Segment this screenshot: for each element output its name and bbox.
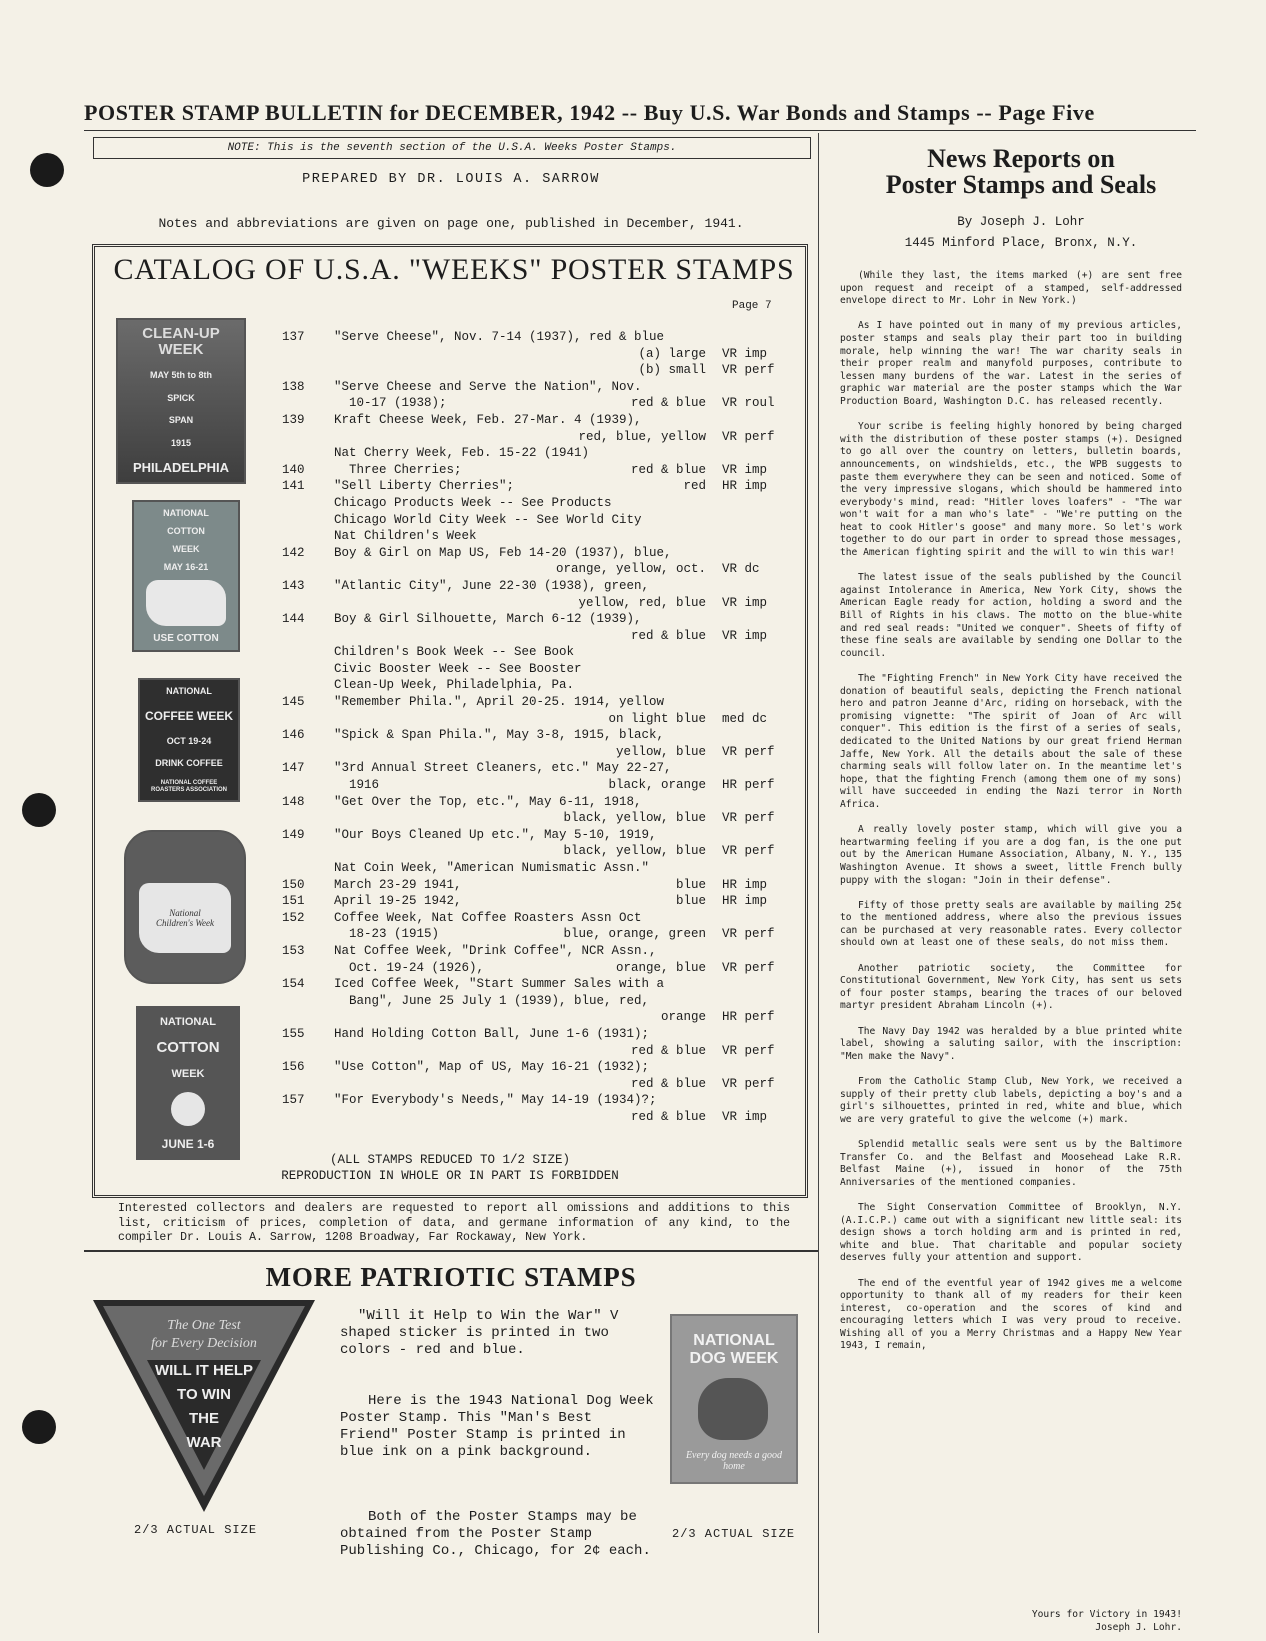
catalog-entry-row (262, 994, 782, 1011)
catalog-entry-row (262, 795, 782, 812)
entry-text: Hand Holding Cotton Ball, June 1-6 (1931); (334, 1026, 650, 1041)
cotton-week-stamp (132, 500, 240, 652)
entry-num: 145 (282, 695, 305, 710)
will-it-help-v-sticker (93, 1300, 315, 1512)
catalog-entry-row (262, 479, 782, 496)
entry-color: yellow, blue (615, 744, 706, 759)
catalog-entry-row (262, 878, 782, 895)
news-paragraph: From the Catholic Stamp Club, New York, we received a supply of their pretty club labels, depicting a boy's and a girl's silhouettes, printed in red, white and blue, which we are very grateful to give the welcome (+) mark. (840, 1076, 1182, 1125)
entry-color: red & blue (630, 1076, 706, 1091)
v-sticker-line-5: THE (189, 1410, 219, 1427)
catalog-entry-row (262, 1077, 782, 1094)
header-bulletin-title: POSTER STAMP BULLETIN for DECEMBER, 1942 -- (84, 100, 638, 125)
v-sticker-line-6: WAR (186, 1434, 222, 1451)
entry-text: "For Everybody's Needs," May 14-19 (1934)?; (334, 1093, 657, 1108)
entry-text: Three Cherries; (334, 462, 462, 477)
catalog-entry-row (262, 629, 782, 646)
entry-num: 154 (282, 977, 305, 992)
entry-text: "Remember Phila.", April 20-25. 1914, yellow (334, 695, 665, 710)
news-paragraph: As I have pointed out in many of my previous articles, poster stamps and seals play their part too in building morale, help winning the war! The war charity seals in their proper realm and manyfold purposes, contribute to lessen many burdens of the war. Latest in the series of graphic war material are the poster stamps which the War Production Board, Washington D.C. has released recently. (840, 320, 1182, 407)
catalog-entry-row (262, 778, 782, 795)
more-patriotic-title: MORE PATRIOTIC STAMPS (265, 1262, 637, 1292)
entry-color: red (683, 479, 706, 494)
catalog-entry-row (262, 363, 782, 380)
entry-code: HR imp (722, 894, 768, 909)
stamp-text: NATIONAL (163, 508, 209, 518)
catalog-entry-row (262, 396, 782, 413)
us-map-shape (139, 883, 231, 953)
entry-code: VR imp (722, 346, 768, 361)
entry-color: orange, blue (615, 960, 706, 975)
entry-color: orange, yellow, oct. (555, 562, 706, 577)
entry-code: VR imp (722, 595, 768, 610)
entry-text: Chicago Products Week -- See Products (334, 495, 612, 510)
entry-num: 143 (282, 578, 305, 593)
section-divider (84, 1250, 818, 1252)
entry-text: "Serve Cheese", Nov. 7-14 (1937), red & blue (334, 330, 665, 344)
stamp-text: PHILADELPHIA (132, 459, 230, 475)
news-title-line-2: Poster Stamps and Seals (885, 170, 1157, 199)
news-byline (826, 212, 1216, 254)
catalog-entry-row (262, 927, 782, 944)
news-reports-title (826, 146, 1216, 198)
childrens-week-stamp (124, 830, 246, 984)
entry-num: 142 (282, 545, 305, 560)
news-paragraph: A really lovely poster stamp, which will give you a heartwarming feeling if you are a dog fan, is the one put out by the American Humane Association, Albany, N. Y., 135 Washington Avenue. It shows a sweet, little French bully puppy with the slogan: "Join in their defense". (840, 824, 1182, 886)
catalog-page-label: Page 7 (732, 300, 772, 312)
entry-num: 138 (282, 379, 305, 394)
stamp-text: WEEK (172, 544, 200, 554)
stamp-text: NATIONAL (166, 686, 212, 696)
entry-num: 137 (282, 330, 305, 344)
catalog-entry-row (262, 1027, 782, 1044)
stamp-text: COFFEE WEEK (144, 709, 233, 723)
header-page-number: Page Five (998, 100, 1095, 125)
entry-code: HR perf (722, 778, 775, 793)
entry-text: Nat Cherry Week, Feb. 15-22 (1941) (334, 446, 590, 461)
stamp-text: National (169, 908, 201, 918)
entry-code: HR imp (722, 479, 768, 494)
entry-num: 144 (282, 612, 305, 627)
entry-code: HR perf (722, 1010, 775, 1025)
v-sticker-line-1: The One Test (167, 1318, 241, 1333)
stamp-text: JUNE 1-6 (161, 1137, 215, 1151)
entry-text: Chicago World City Week -- See World City (334, 512, 642, 527)
entry-text: Clean-Up Week, Philadelphia, Pa. (334, 678, 575, 693)
catalog-entry-row (262, 944, 782, 961)
catalog-entry-row (262, 579, 782, 596)
entry-text: "Get Over the Top, etc.", May 6-11, 1918, (334, 794, 642, 809)
news-paragraph: (While they last, the items marked (+) are sent free upon request and receipt of a stamped, self-addressed envelope direct to Mr. Lohr in New York.) (840, 270, 1182, 307)
entry-code: VR perf (722, 960, 775, 975)
entry-color: black, yellow, blue (563, 844, 706, 859)
entry-text: "Use Cotton", Map of US, May 16-21 (1932); (334, 1060, 650, 1075)
entry-code: VR perf (722, 927, 775, 942)
interested-collectors-note: Interested collectors and dealers are requested to report all omissions and additions to this list, criticism of prices, completion of data, and germane information of any kind, to the compiler Dr. Louis A. Sarrow, 1208 Broadway, Far Rockaway, New York. (118, 1202, 790, 1244)
news-paragraph: The end of the eventful year of 1942 gives me a welcome opportunity to thank all of my readers for their keen interest, co-operation and the scores of kind and encouraging letters which I was very proud to receive. Wishing all of you a Merry Christmas and a Happy New Year 1943, I remain, (840, 1277, 1182, 1352)
dog-stamp-line-1: NATIONAL (693, 1332, 775, 1349)
news-signoff (990, 1609, 1182, 1634)
signoff-line-1: Yours for Victory in 1943! (1031, 1609, 1182, 1620)
entry-text: Kraft Cheese Week, Feb. 27-Mar. 4 (1939), (334, 412, 642, 427)
entry-text: 18-23 (1915) (334, 927, 440, 942)
entry-text: "3rd Annual Street Cleaners, etc." May 22-27, (334, 761, 672, 776)
stamp-text: SPICK (167, 392, 195, 403)
stamp-text: MAY 16-21 (163, 562, 209, 572)
catalog-entry-row (262, 562, 782, 579)
entry-num: 140 (282, 462, 305, 477)
stamp-text: DRINK COFFEE (155, 758, 223, 768)
signoff-line-2: Joseph J. Lohr. (1095, 1621, 1182, 1633)
entry-num: 156 (282, 1060, 305, 1075)
entry-num: 148 (282, 794, 305, 809)
entry-code: VR imp (722, 462, 768, 477)
catalog-title: CATALOG OF U.S.A. "WEEKS" POSTER STAMPS (113, 253, 795, 286)
entry-num: 149 (282, 827, 305, 842)
entry-code: VR imp (722, 1109, 768, 1124)
v-sticker-description: "Will it Help to Win the War" V shaped sticker is printed in two colors - red and blue. (340, 1308, 619, 1358)
entry-code: VR perf (722, 429, 775, 444)
catalog-entry-row (262, 596, 782, 613)
catalog-entry-row (262, 811, 782, 828)
national-dog-week-stamp (670, 1314, 798, 1484)
stamp-text: COTTON (167, 526, 205, 536)
page-header (84, 100, 1196, 131)
entry-color: black, orange (608, 778, 706, 793)
entry-text: 1916 (334, 778, 380, 793)
stamp-text: 1915 (170, 437, 192, 448)
stamp-text: SPAN (168, 415, 194, 426)
catalog-entry-row (262, 330, 782, 347)
catalog-entry-row (262, 894, 782, 911)
entry-color: blue (675, 894, 706, 909)
news-paragraph: The "Fighting French" in New York City have received the donation of beautiful seals, depicting the French national hero and patron Jeanne d'Arc, riding on horseback, with the promising vignette: "The spirit of Joan of Arc will conquer". This edition is the first of a series of seals, dedicated to the United Nations by our great friend Herman Jaffe, New York. All the details about the sale of these charming seals will follow later on. In the meantime let's hope, that the fighting French (among them one of my sons) will have succeeded in ending the Nazi terror in North Africa. (840, 673, 1182, 810)
entry-code: VR imp (722, 628, 768, 643)
cotton-ball-shape (171, 1092, 205, 1126)
entry-text: "Atlantic City", June 22-30 (1938), green, (334, 578, 650, 593)
entry-color: black, yellow, blue (563, 811, 706, 826)
catalog-entry-row (262, 1093, 782, 1110)
caption-right: 2/3 ACTUAL SIZE (672, 1527, 796, 1541)
entry-num: 139 (282, 412, 305, 427)
entry-code: VR roul (722, 396, 775, 411)
catalog-entry-row (262, 977, 782, 994)
entry-code: VR dc (722, 562, 760, 577)
entry-num: 150 (282, 877, 305, 892)
entry-color: red & blue (630, 1109, 706, 1124)
stamp-text: CLEAN-UP WEEK (142, 325, 220, 358)
catalog-entry-row (262, 446, 782, 463)
entry-text: Boy & Girl on Map US, Feb 14-20 (1937), blue, (334, 545, 672, 560)
news-paragraph: The latest issue of the seals published by the Council against Intolerance in America, New York City, shows the American Eagle ready for action, holding a sword and the Bill of Rights in his claws. The motto on the blue-white and red seal reads: "United we conquer". Sheets of fifty of these fine seals are available by sending one Dollar to the council. (840, 572, 1182, 659)
entry-text: Iced Coffee Week, "Start Summer Sales with a (334, 977, 665, 992)
dog-week-description: Here is the 1943 National Dog Week Poster Stamp. This "Man's Best Friend" Poster Stamp is printed in blue ink on a pink background. (340, 1393, 654, 1460)
entry-code: med dc (722, 711, 768, 726)
news-body (840, 270, 1182, 1366)
catalog-entry-row (262, 844, 782, 861)
stamp-text: MAY 5th to 8th (149, 370, 212, 381)
catalog-entry-row (262, 662, 782, 679)
binder-hole-top (30, 153, 64, 187)
entry-color: yellow, red, blue (578, 595, 706, 610)
entry-text: Coffee Week, Nat Coffee Roasters Assn Oct (334, 910, 642, 925)
catalog-entry-row (262, 1060, 782, 1077)
entry-num: 151 (282, 894, 305, 909)
entry-text: Nat Coffee Week, "Drink Coffee", NCR Assn., (334, 943, 657, 958)
catalog-entry-row (262, 1110, 782, 1127)
news-paragraph: Fifty of those pretty seals are available by mailing 25¢ to the mentioned address, where also the previous issues can be purchased at very reasonable rates. Every collector should own at least one of these seals, do not miss them. (840, 899, 1182, 949)
catalog-entries (262, 330, 782, 1127)
news-paragraph: Splendid metallic seals were sent us by the Baltimore Transfer Co. and the Belfast and Moosehead Lake R.R. Belfast Maine (+), issued in honor of the 75th Anniversaries of the mentioned companies. (840, 1138, 1182, 1188)
caption-left: 2/3 ACTUAL SIZE (134, 1523, 258, 1537)
news-paragraph: Another patriotic society, the Committee for Constitutional Government, New York City, has sent us sets of four poster stamps, bearing the traces of our beloved martyr president Abraham Lincoln (+). (840, 962, 1182, 1012)
entry-num: 146 (282, 728, 305, 743)
entry-text: "Sell Liberty Cherries"; (334, 479, 515, 494)
catalog-entry-row (262, 745, 782, 762)
entry-color: blue, orange, green (563, 927, 706, 942)
binder-hole-bottom (22, 1410, 56, 1444)
catalog-entry-row (262, 861, 782, 878)
entry-text: Civic Booster Week -- See Booster (334, 661, 582, 676)
catalog-entry-row (262, 413, 782, 430)
reduced-line-2: REPRODUCTION IN WHOLE OR IN PART IS FORBIDDEN (281, 1169, 619, 1183)
catalog-entry-row (262, 463, 782, 480)
catalog-entry-row (262, 828, 782, 845)
entry-code: VR perf (722, 363, 775, 378)
news-address: 1445 Minford Place, Bronx, N.Y. (904, 236, 1138, 250)
stamp-text: OCT 19-24 (166, 736, 212, 746)
news-paragraph: The Navy Day 1942 was heralded by a blue printed white label, showing a saluting sailor, with the inscription: "Men make the Navy". (840, 1025, 1182, 1062)
catalog-entry-row (262, 546, 782, 563)
catalog-entry-row (262, 347, 782, 364)
entry-num: 153 (282, 943, 305, 958)
entry-code: VR perf (722, 1076, 775, 1091)
news-paragraph: Your scribe is feeling highly honored by being charged with the distribution of these poster stamps (+). Designed to go all over the country on letters, bulletin boards, announcements, on windshields, etc., the WPB suggests to paste them everywhere they can be seen and noticed. Some of the very impressive slogans, which should be hammered into everybody's mind, read: "Hitler loves loafers" - "The war won't wait for a man who's late" - "We're putting on the heat to cook Hitler's goose" and many more. So let's work together to do our part in order to spread those messages, the American fighting spirit and the will to win this war! (840, 421, 1182, 559)
entry-color: red & blue (630, 396, 706, 411)
entry-num: 152 (282, 910, 305, 925)
stamp-text: USE COTTON (153, 633, 219, 644)
entry-code: VR perf (722, 744, 775, 759)
catalog-entry-row (262, 1044, 782, 1061)
children-silhouettes (155, 838, 215, 868)
stamp-text: NATIONAL (159, 1016, 216, 1028)
v-sticker-line-4: TO WIN (177, 1386, 231, 1403)
bulldog-illustration (698, 1378, 768, 1440)
stamp-text: WEEK (171, 1068, 205, 1080)
catalog-entry-row (262, 712, 782, 729)
entry-code: VR perf (722, 1043, 775, 1058)
catalog-entry-row (262, 728, 782, 745)
availability-description: Both of the Poster Stamps may be obtained from the Poster Stamp Publishing Co., Chicago, for 2¢ each. (340, 1509, 651, 1559)
news-title-line-1: News Reports on (927, 144, 1115, 173)
entry-color: on light blue (608, 711, 706, 726)
catalog-entry-row (262, 678, 782, 695)
catalog-entry-row (262, 961, 782, 978)
header-war-bonds: Buy U.S. War Bonds and Stamps -- (643, 100, 993, 125)
entry-color: red, blue, yellow (578, 429, 706, 444)
entry-num: 157 (282, 1093, 305, 1108)
v-sticker-line-2: for Every Decision (151, 1336, 257, 1351)
entry-text: April 19-25 1942, (334, 894, 462, 909)
entry-text: "Our Boys Cleaned Up etc.", May 5-10, 1919, (334, 827, 657, 842)
entry-color: red & blue (630, 628, 706, 643)
dog-stamp-line-2: DOG WEEK (689, 1350, 779, 1367)
entry-text: Oct. 19-24 (1926), (334, 960, 485, 975)
cotton-week-june-stamp (136, 1006, 240, 1160)
stamp-text: COTTON (156, 1039, 220, 1056)
catalog-entry-row (262, 695, 782, 712)
column-divider (818, 133, 819, 1633)
news-author: By Joseph J. Lohr (957, 215, 1085, 229)
catalog-entry-row (262, 645, 782, 662)
us-map-shape (146, 580, 226, 626)
abbreviations-note: Notes and abbreviations are given on page one, published in December, 1941. (158, 216, 744, 231)
entry-color: blue (675, 877, 706, 892)
entry-code: VR perf (722, 844, 775, 859)
cleanup-week-stamp (116, 318, 246, 484)
entry-color: red & blue (630, 462, 706, 477)
news-paragraph: The Sight Conservation Committee of Brooklyn, N.Y. (A.I.C.P.) came out with a significant new little seal: its design shows a torch holding arm and is printed in red, white and blue. That charitable and popular society deserves fully your attention and support. (840, 1201, 1182, 1264)
entry-text: Children's Book Week -- See Book (334, 645, 575, 660)
entry-text: Bang", June 25 July 1 (1939), blue, red, (334, 993, 650, 1008)
prepared-by: PREPARED BY DR. LOUIS A. SARROW (302, 172, 600, 187)
catalog-entry-row (262, 529, 782, 546)
entry-text: Nat Coin Week, "American Numismatic Assn." (334, 861, 650, 875)
catalog-entry-row (262, 430, 782, 447)
entry-text: "Serve Cheese and Serve the Nation", Nov. (334, 379, 642, 394)
entry-num: 155 (282, 1026, 305, 1041)
stamp-text: NATIONAL COFFEE ROASTERS ASSOCIATION (150, 780, 227, 793)
catalog-entry-row (262, 761, 782, 778)
entry-color: (b) small (638, 363, 706, 378)
entry-code: HR imp (722, 877, 768, 892)
entry-text: Boy & Girl Silhouette, March 6-12 (1939), (334, 612, 642, 627)
catalog-entry-row (262, 612, 782, 629)
catalog-entry-row (262, 496, 782, 513)
catalog-entry-row (262, 513, 782, 530)
entry-text: Nat Children's Week (334, 529, 477, 544)
entry-color: (a) large (638, 346, 706, 361)
section-note: NOTE: This is the seventh section of the U.S.A. Weeks Poster Stamps. (93, 137, 811, 159)
entry-num: 141 (282, 479, 305, 494)
catalog-entry-row (262, 1010, 782, 1027)
entry-text: "Spick & Span Phila.", May 3-8, 1915, black, (334, 728, 665, 743)
binder-hole-middle (22, 793, 56, 827)
catalog-entry-row (262, 380, 782, 397)
reduced-line-1: (ALL STAMPS REDUCED TO 1/2 SIZE) (329, 1153, 571, 1167)
entry-text: March 23-29 1941, (334, 877, 462, 892)
stamp-text: Children's Week (156, 918, 214, 928)
entry-code: VR perf (722, 811, 775, 826)
reduced-size-note (92, 1152, 808, 1184)
entry-color: orange (660, 1010, 706, 1025)
dog-stamp-slogan: Every dog needs a good home (685, 1450, 783, 1472)
coffee-week-stamp (138, 678, 240, 802)
entry-text: 10-17 (1938); (334, 396, 447, 411)
v-sticker-line-3: WILL IT HELP (154, 1362, 254, 1379)
entry-color: red & blue (630, 1043, 706, 1058)
catalog-entry-row (262, 911, 782, 928)
entry-num: 147 (282, 761, 305, 776)
